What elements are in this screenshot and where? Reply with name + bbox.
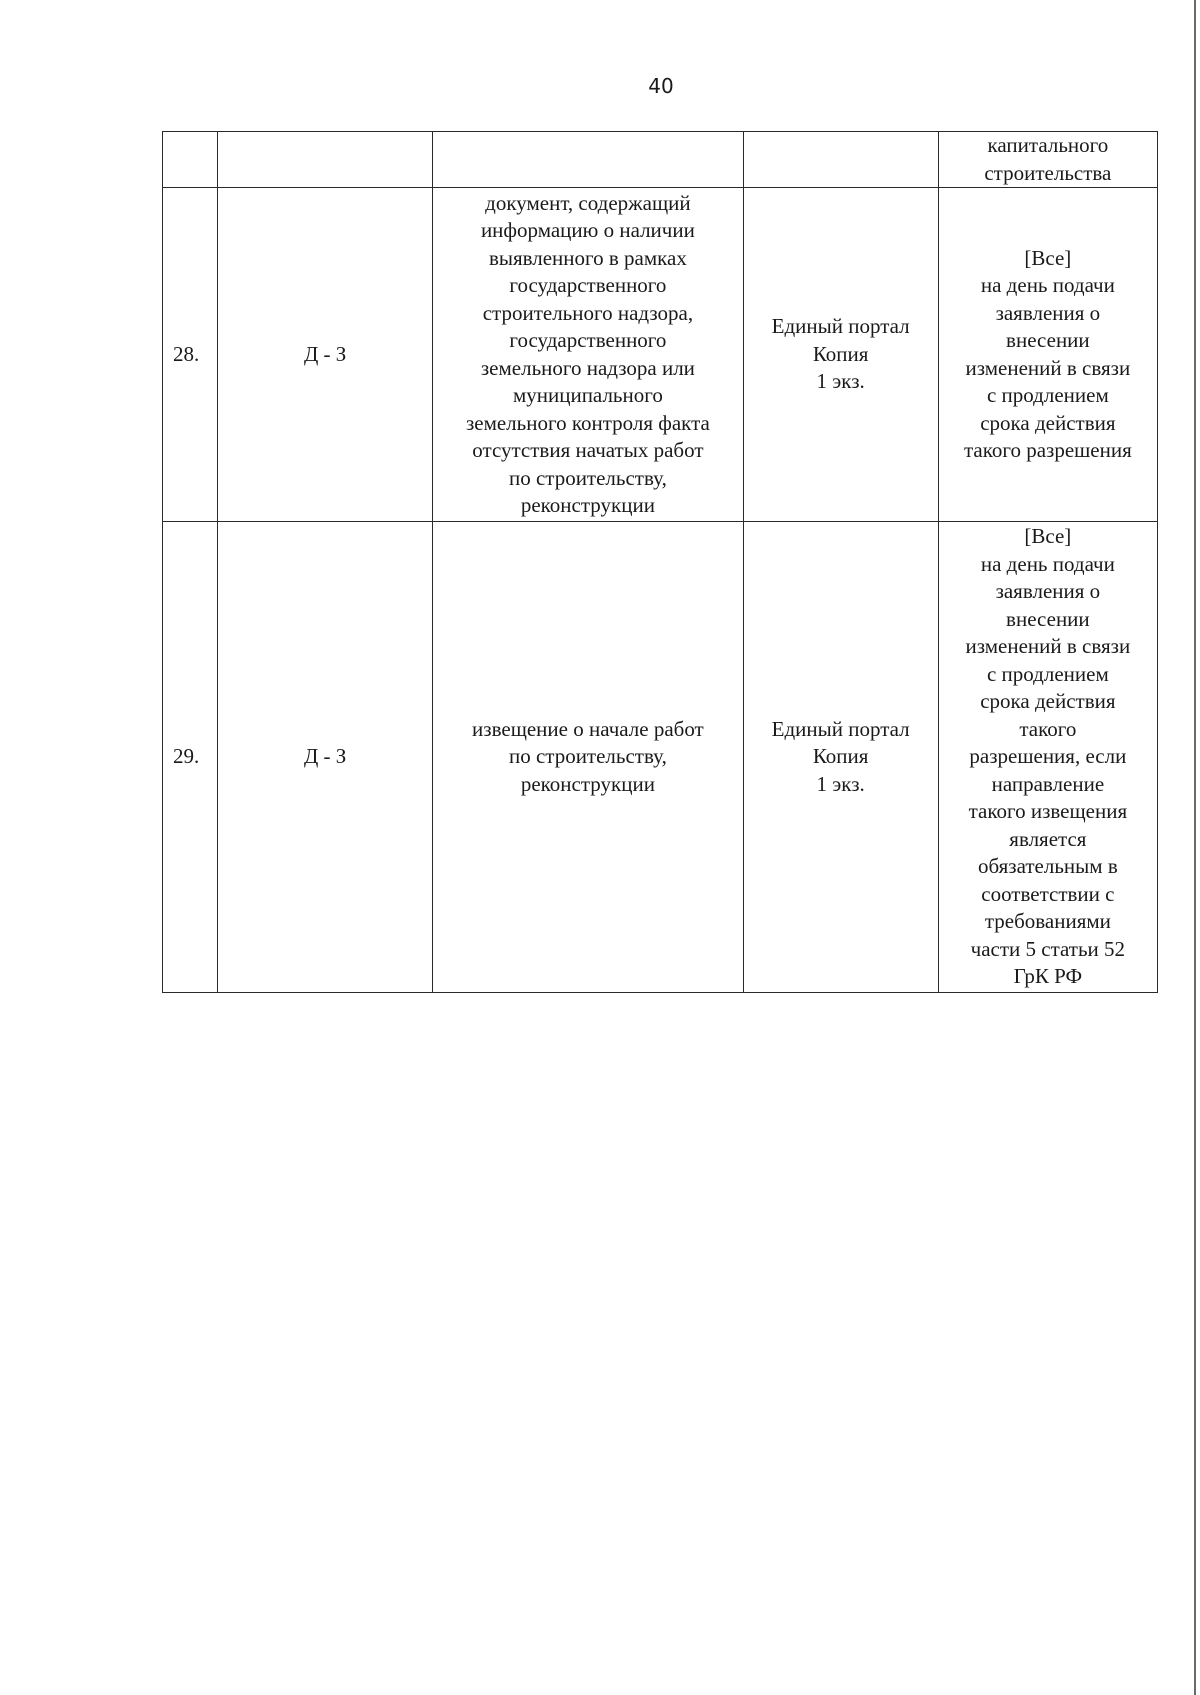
cell-line: [Все]	[1024, 245, 1072, 270]
cell-line: направление	[991, 771, 1105, 796]
cell-line: требованиями	[984, 909, 1111, 934]
cell-line: [Все]	[1024, 524, 1072, 549]
cell-line: земельного контроля факта	[465, 410, 710, 435]
cell-line: с продлением	[986, 383, 1109, 407]
cell-line: ГрК РФ	[1013, 964, 1083, 989]
cell-line: на день подачи	[980, 273, 1115, 297]
page-number: 40	[648, 74, 674, 98]
cell-line: информацию о наличии	[480, 218, 695, 242]
cell-line: внесении	[1006, 328, 1090, 352]
cell-line: отсутствия начатых работ	[472, 438, 704, 462]
table-row	[163, 522, 1158, 993]
cell-line: такого	[1019, 716, 1077, 741]
cell-line: такого извещения	[968, 799, 1128, 824]
row-condition	[938, 522, 1157, 993]
cell-line: 1 экз.	[816, 369, 865, 394]
table-row	[163, 188, 1158, 522]
cell-line: документ, содержащий	[485, 190, 691, 215]
cell-line: изменений в связи	[965, 634, 1131, 659]
cell-line: реконструкции	[520, 493, 655, 517]
cell-line: заявления о	[995, 579, 1101, 604]
row-number: 29.	[163, 522, 218, 993]
cell-line: реконструкции	[520, 771, 655, 796]
cell-source	[743, 132, 938, 188]
row-source	[743, 522, 938, 993]
cell-line: капитального	[987, 133, 1109, 157]
cell-line: Единый портал	[771, 716, 910, 741]
row-number: 28.	[163, 188, 218, 522]
cell-line: муниципального	[512, 383, 663, 407]
cell-line: извещение о начале работ	[472, 716, 704, 741]
cell-line: с продлением	[986, 661, 1109, 686]
row-document	[433, 522, 743, 993]
cell-line: земельного надзора или	[480, 355, 695, 380]
cell-line: изменений в связи	[965, 355, 1131, 380]
cell-line: внесении	[1006, 606, 1090, 631]
cell-line: части 5 статьи 52	[970, 936, 1126, 961]
cell-line: срока действия	[980, 689, 1116, 714]
cell-line: строительства	[984, 160, 1112, 185]
cell-condition	[938, 132, 1157, 188]
cell-line: Единый портал	[771, 314, 910, 339]
cell-line: является	[1009, 826, 1087, 851]
cell-line: срока действия	[980, 410, 1116, 435]
row-code: Д - З	[218, 188, 433, 522]
row-source	[743, 188, 938, 522]
cell-line: обязательным в	[977, 854, 1118, 879]
cell-line: выявленного в рамках	[488, 245, 687, 270]
page-edge-line	[1194, 0, 1196, 1695]
cell-line: строительного надзора,	[482, 300, 694, 325]
row-code: Д - З	[218, 522, 433, 993]
cell-line: Копия	[812, 744, 869, 769]
cell-line: на день подачи	[980, 551, 1115, 576]
documents-table	[162, 131, 1158, 993]
cell-line: разрешения, если	[969, 744, 1127, 769]
cell-line: соответствии с	[981, 881, 1115, 906]
cell-line: по строительству,	[508, 744, 667, 769]
row-document	[433, 188, 743, 522]
cell-number	[163, 132, 218, 188]
cell-line: 1 экз.	[816, 771, 865, 796]
cell-line: государственного	[509, 328, 667, 352]
cell-line: такого разрешения	[963, 438, 1132, 462]
row-condition	[938, 188, 1157, 522]
cell-line: по строительству,	[508, 465, 667, 490]
cell-code	[218, 132, 433, 188]
cell-line: Копия	[812, 341, 869, 366]
cell-document	[433, 132, 743, 188]
cell-line: государственного	[509, 273, 667, 297]
cell-line: заявления о	[995, 300, 1101, 325]
table-row-continuation	[163, 132, 1158, 188]
